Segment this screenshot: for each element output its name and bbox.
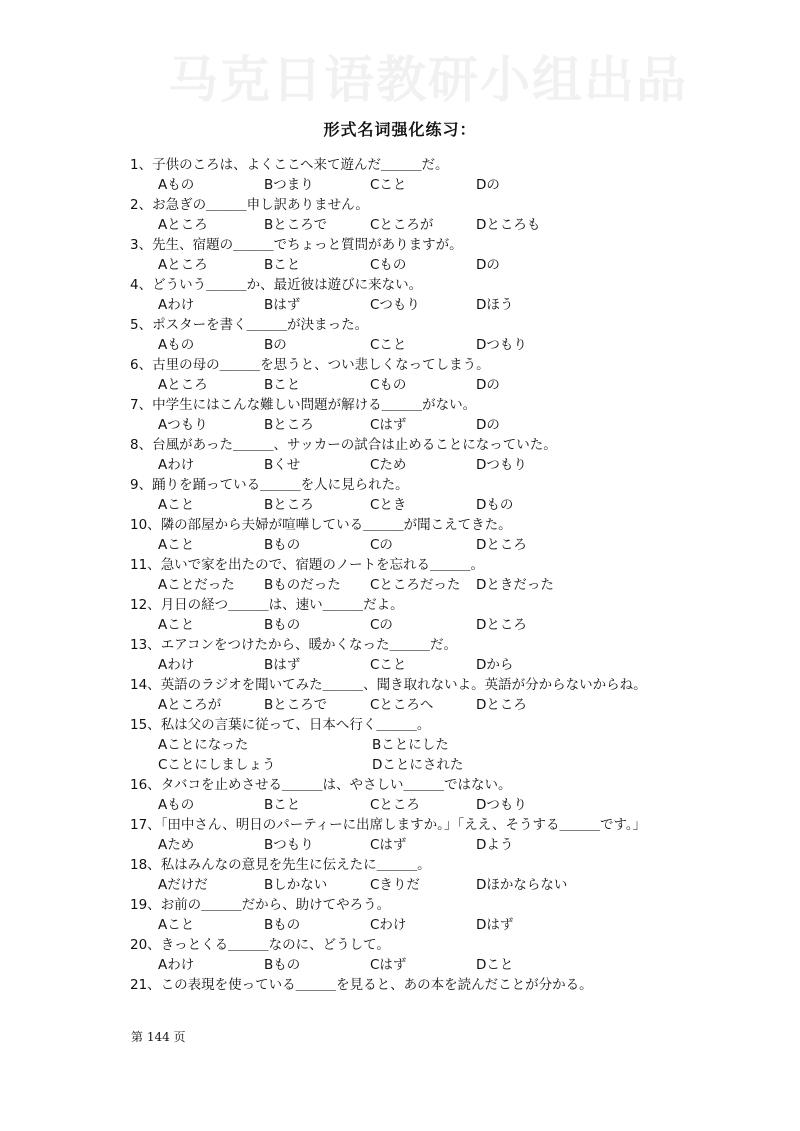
question-number: 3、 bbox=[130, 237, 153, 253]
answer-option: Aこと bbox=[158, 617, 195, 633]
option-row bbox=[0, 795, 800, 815]
answer-option: Dつもり bbox=[476, 457, 527, 473]
question-item bbox=[0, 775, 800, 815]
question-number: 21、 bbox=[130, 977, 161, 993]
question-stem bbox=[0, 275, 800, 295]
answer-option: Cはず bbox=[370, 957, 407, 973]
answer-option: Aところが bbox=[158, 697, 222, 713]
question-stem bbox=[0, 775, 800, 795]
answer-option: Cところ bbox=[370, 797, 420, 813]
question-stem bbox=[0, 395, 800, 415]
option-row bbox=[0, 575, 800, 595]
answer-option: Dほかならない bbox=[476, 877, 568, 893]
answer-option: Aわけ bbox=[158, 297, 195, 313]
question-item bbox=[0, 235, 800, 275]
answer-option: Dよう bbox=[476, 837, 514, 853]
question-text: お前の＿＿＿だから、助けてやろう。 bbox=[160, 897, 391, 913]
option-row bbox=[0, 875, 800, 895]
answer-option: Cところだった bbox=[370, 577, 461, 593]
page-title: 形式名词强化练习： bbox=[323, 120, 477, 139]
question-stem bbox=[0, 595, 800, 615]
answer-option: Aわけ bbox=[158, 657, 195, 673]
answer-option: Cこと bbox=[370, 177, 407, 193]
question-item bbox=[0, 555, 800, 595]
watermark: 马克日语教研小组出品 bbox=[168, 50, 688, 109]
question-number: 13、 bbox=[130, 637, 161, 653]
answer-option: Dはず bbox=[476, 917, 514, 933]
question-number: 14、 bbox=[130, 677, 161, 693]
question-stem bbox=[0, 675, 800, 695]
option-row bbox=[0, 455, 800, 475]
question-item bbox=[0, 195, 800, 235]
option-row bbox=[0, 735, 800, 755]
question-text: 先生、宿題の＿＿＿でちょっと質問がありますが。 bbox=[152, 237, 463, 253]
answer-option: Cところが bbox=[370, 217, 434, 233]
answer-option: Bこと bbox=[264, 377, 301, 393]
option-row bbox=[0, 755, 800, 775]
answer-option: Cわけ bbox=[370, 917, 407, 933]
answer-option: Aところ bbox=[158, 257, 208, 273]
answer-option: Bの bbox=[264, 337, 287, 353]
question-stem bbox=[0, 935, 800, 955]
question-text: 踊りを踊っている＿＿＿を人に見られた。 bbox=[152, 477, 409, 493]
question-item bbox=[0, 515, 800, 555]
question-text: 古里の母の＿＿＿を思うと、つい悲しくなってしまう。 bbox=[152, 357, 490, 373]
question-number: 7、 bbox=[130, 397, 153, 413]
answer-option: Bつもり bbox=[264, 837, 314, 853]
answer-option: Bもの bbox=[264, 957, 301, 973]
question-text: 「田中さん、明日のパーティーに出席しますか。」「ええ、そうする＿＿＿です。」 bbox=[160, 817, 647, 833]
question-stem bbox=[0, 195, 800, 215]
question-text: 急いで家を出たので、宿題のノートを忘れる＿＿＿。 bbox=[160, 557, 485, 573]
option-row bbox=[0, 175, 800, 195]
question-number: 16、 bbox=[130, 777, 161, 793]
answer-option: Cはず bbox=[370, 837, 407, 853]
answer-option: Bところ bbox=[264, 417, 314, 433]
answer-option: Aわけ bbox=[158, 457, 195, 473]
answer-option: Aもの bbox=[158, 797, 195, 813]
answer-option: Dつもり bbox=[476, 797, 527, 813]
answer-option: Bもの bbox=[264, 917, 301, 933]
option-row bbox=[0, 335, 800, 355]
answer-option: Dところも bbox=[476, 217, 541, 233]
answer-option: Cとき bbox=[370, 497, 407, 513]
answer-option: Dの bbox=[476, 417, 500, 433]
option-row bbox=[0, 375, 800, 395]
question-item bbox=[0, 315, 800, 355]
question-stem bbox=[0, 315, 800, 335]
answer-option: Dときだった bbox=[476, 577, 554, 593]
question-number: 9、 bbox=[130, 477, 153, 493]
question-stem bbox=[0, 355, 800, 375]
option-row bbox=[0, 695, 800, 715]
page-number: 第 144 页 bbox=[131, 1030, 186, 1044]
answer-option: Cもの bbox=[370, 257, 407, 273]
answer-option: Dもの bbox=[476, 497, 514, 513]
answer-option: Aため bbox=[158, 837, 195, 853]
question-stem bbox=[0, 515, 800, 535]
answer-option: Aところ bbox=[158, 377, 208, 393]
question-item bbox=[0, 715, 800, 775]
answer-option: Dつもり bbox=[476, 337, 527, 353]
answer-option: Cつもり bbox=[370, 297, 420, 313]
question-text: エアコンをつけたから、暖かくなった＿＿＿だ。 bbox=[160, 637, 458, 653]
question-number: 19、 bbox=[130, 897, 161, 913]
question-number: 2、 bbox=[130, 197, 153, 213]
question-stem bbox=[0, 975, 800, 995]
answer-option: Dところ bbox=[476, 697, 527, 713]
answer-option: Bところ bbox=[264, 497, 314, 513]
answer-option: Dこと bbox=[476, 957, 514, 973]
answer-option: Bはず bbox=[264, 297, 301, 313]
question-number: 18、 bbox=[130, 857, 161, 873]
question-number: 17、 bbox=[130, 817, 161, 833]
answer-option: Bくせ bbox=[264, 457, 301, 473]
question-stem bbox=[0, 635, 800, 655]
question-number: 11、 bbox=[130, 557, 161, 573]
answer-option: Bところで bbox=[264, 697, 328, 713]
answer-option: Cもの bbox=[370, 377, 407, 393]
question-stem bbox=[0, 235, 800, 255]
answer-option: Cの bbox=[370, 617, 393, 633]
option-row bbox=[0, 615, 800, 635]
answer-option: Dの bbox=[476, 177, 500, 193]
question-text: 月日の経つ＿＿＿は、速い＿＿＿だよ。 bbox=[160, 597, 404, 613]
question-number: 5、 bbox=[130, 317, 153, 333]
question-number: 20、 bbox=[130, 937, 161, 953]
question-item bbox=[0, 475, 800, 515]
question-stem bbox=[0, 715, 800, 735]
answer-option: Cこと bbox=[370, 337, 407, 353]
question-text: 隣の部屋から夫婦が喧嘩している＿＿＿が聞こえてきた。 bbox=[160, 517, 512, 533]
answer-option: Aこと bbox=[158, 917, 195, 933]
question-text: 英語のラジオを聞いてみた＿＿＿、聞き取れないよ。英語が分からないからね。 bbox=[160, 677, 647, 693]
option-row bbox=[0, 255, 800, 275]
answer-option: Dの bbox=[476, 377, 500, 393]
answer-option: Dことにされた bbox=[372, 757, 464, 773]
answer-option: Aこと bbox=[158, 497, 195, 513]
question-text: 私は父の言葉に従って、日本へ行く＿＿＿。 bbox=[160, 717, 431, 733]
question-stem bbox=[0, 815, 800, 835]
answer-option: Bものだった bbox=[264, 577, 341, 593]
question-stem bbox=[0, 155, 800, 175]
answer-option: Bはず bbox=[264, 657, 301, 673]
question-item bbox=[0, 435, 800, 475]
answer-option: Aつもり bbox=[158, 417, 208, 433]
option-row bbox=[0, 415, 800, 435]
question-item bbox=[0, 155, 800, 195]
question-number: 4、 bbox=[130, 277, 153, 293]
question-list bbox=[0, 155, 800, 995]
answer-option: Bもの bbox=[264, 537, 301, 553]
option-row bbox=[0, 915, 800, 935]
question-text: タバコを止めさせる＿＿＿は、やさしい＿＿＿ではない。 bbox=[160, 777, 512, 793]
question-item bbox=[0, 395, 800, 435]
question-stem bbox=[0, 435, 800, 455]
question-number: 8、 bbox=[130, 437, 153, 453]
question-text: どういう＿＿＿か、最近彼は遊びに来ない。 bbox=[152, 277, 423, 293]
question-stem bbox=[0, 555, 800, 575]
question-item bbox=[0, 815, 800, 855]
answer-option: Cところへ bbox=[370, 697, 434, 713]
question-text: ポスターを書く＿＿＿が決まった。 bbox=[152, 317, 369, 333]
question-text: 台風があった＿＿＿、サッカーの試合は止めることになっていた。 bbox=[152, 437, 557, 453]
option-row bbox=[0, 535, 800, 555]
question-number: 1、 bbox=[130, 157, 153, 173]
question-item bbox=[0, 675, 800, 715]
question-number: 10、 bbox=[130, 517, 161, 533]
question-number: 12、 bbox=[130, 597, 161, 613]
option-row bbox=[0, 495, 800, 515]
answer-option: Bこと bbox=[264, 797, 301, 813]
answer-option: Bつまり bbox=[264, 177, 314, 193]
question-item bbox=[0, 595, 800, 635]
question-item bbox=[0, 975, 800, 995]
question-stem bbox=[0, 475, 800, 495]
answer-option: Cことにしましょう bbox=[158, 757, 276, 773]
answer-option: Aもの bbox=[158, 177, 195, 193]
question-stem bbox=[0, 895, 800, 915]
option-row bbox=[0, 955, 800, 975]
question-item bbox=[0, 275, 800, 315]
question-text: 私はみんなの意見を先生に伝えたに＿＿＿。 bbox=[160, 857, 431, 873]
question-text: お急ぎの＿＿＿申し訳ありません。 bbox=[152, 197, 369, 213]
question-item bbox=[0, 355, 800, 395]
answer-option: Dの bbox=[476, 257, 500, 273]
question-item bbox=[0, 635, 800, 675]
answer-option: Aだけだ bbox=[158, 877, 208, 893]
answer-option: Aもの bbox=[158, 337, 195, 353]
answer-option: Cの bbox=[370, 537, 393, 553]
question-stem bbox=[0, 855, 800, 875]
option-row bbox=[0, 835, 800, 855]
answer-option: Bところで bbox=[264, 217, 328, 233]
answer-option: Dから bbox=[476, 657, 514, 673]
answer-option: Aこと bbox=[158, 537, 195, 553]
question-item bbox=[0, 855, 800, 895]
question-item bbox=[0, 935, 800, 975]
question-number: 15、 bbox=[130, 717, 161, 733]
answer-option: Bもの bbox=[264, 617, 301, 633]
question-item bbox=[0, 895, 800, 935]
question-text: この表現を使っている＿＿＿を見ると、あの本を読んだことが分かる。 bbox=[160, 977, 593, 993]
answer-option: Cこと bbox=[370, 657, 407, 673]
option-row bbox=[0, 655, 800, 675]
answer-option: Dところ bbox=[476, 537, 527, 553]
answer-option: Bしかない bbox=[264, 877, 328, 893]
question-number: 6、 bbox=[130, 357, 153, 373]
answer-option: Bことにした bbox=[372, 737, 449, 753]
question-text: きっとくる＿＿＿なのに、どうして。 bbox=[160, 937, 390, 953]
answer-option: Bこと bbox=[264, 257, 301, 273]
question-text: 子供のころは、よくここへ来て遊んだ＿＿＿だ。 bbox=[152, 157, 449, 173]
answer-option: Aことになった bbox=[158, 737, 249, 753]
answer-option: Cきりだ bbox=[370, 877, 420, 893]
answer-option: Cため bbox=[370, 457, 407, 473]
answer-option: Aわけ bbox=[158, 957, 195, 973]
answer-option: Aところ bbox=[158, 217, 208, 233]
option-row bbox=[0, 295, 800, 315]
answer-option: Dほう bbox=[476, 297, 514, 313]
question-text: 中学生にはこんな難しい問題が解ける＿＿＿がない。 bbox=[152, 397, 477, 413]
option-row bbox=[0, 215, 800, 235]
answer-option: Aことだった bbox=[158, 577, 235, 593]
answer-option: Cはず bbox=[370, 417, 407, 433]
answer-option: Dところ bbox=[476, 617, 527, 633]
